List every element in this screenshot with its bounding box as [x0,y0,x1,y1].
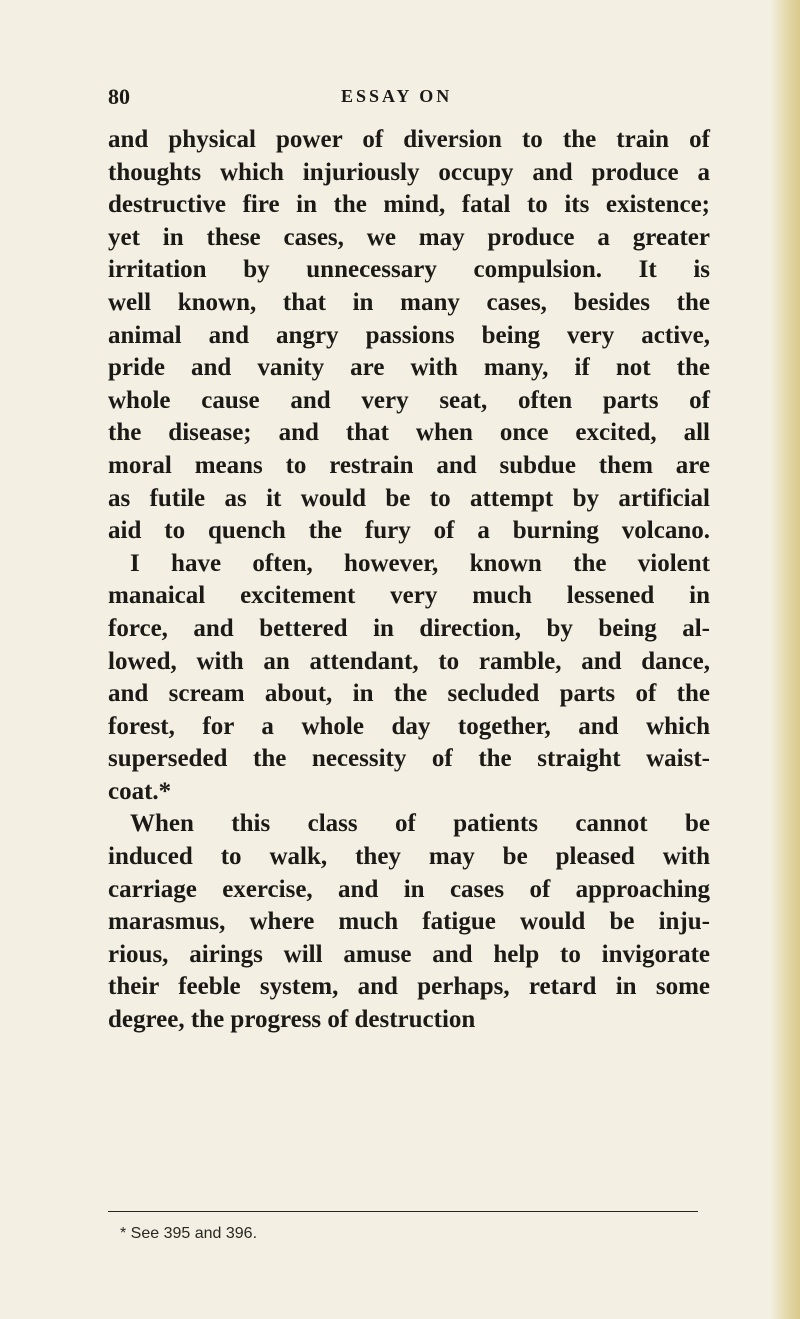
page-edge-shadow [770,0,800,1319]
text-line: degree, the progress of destruction [108,1006,476,1034]
page-header [108,84,688,114]
text-line: I have often, however, known the violent [130,549,710,577]
text-line: and physical power of diversion to the train of [108,126,710,153]
text-line: pride and vanity are with many, if not the [108,354,710,382]
text-line: yet in these cases, we may produce a greater [108,223,710,251]
text-line: whole cause and very seat, often parts of [108,386,710,414]
text-line: induced to walk, they may be pleased with [108,843,710,871]
text-line: forest, for a whole day together, and which [108,712,710,740]
text-line: and scream about, in the secluded parts of the [108,680,710,708]
text-line: moral means to restrain and subdue them are [108,451,710,479]
text-line: thoughts which injuriously occupy and produce a [108,158,710,186]
text-line: force, and bettered in direction, by being al- [108,614,710,642]
text-line: destructive fire in the mind, fatal to its existence; [108,191,710,219]
text-line: as futile as it would be to attempt by artificial [108,484,710,512]
footnote: * See 395 and 396. [120,1225,258,1242]
body-text [108,124,710,1037]
text-line: animal and angry passions being very active, [108,321,710,349]
footnote-divider [108,1211,698,1212]
text-line: carriage exercise, and in cases of approaching [108,875,710,903]
text-line: the disease; and that when once excited, all [108,419,710,447]
text-line: coat.* [108,777,172,805]
text-line: superseded the necessity of the straight waist- [108,745,710,773]
text-line: rious, airings will amuse and help to invigorate [108,940,710,968]
running-title: ESSAY ON [341,86,453,106]
text-line: When this class of patients cannot be [130,810,710,838]
page-number: 80 [108,84,130,109]
text-line: manaical excitement very much lessened in [108,582,710,610]
text-line: lowed, with an attendant, to ramble, and dance, [108,647,710,675]
text-line: irritation by unnecessary compulsion. It is [108,256,710,284]
text-line: well known, that in many cases, besides the [108,288,710,316]
text-line: marasmus, where much fatigue would be inju- [108,908,710,936]
text-line: aid to quench the fury of a burning volcano. [108,517,710,545]
text-line: their feeble system, and perhaps, retard in some [108,973,710,1001]
